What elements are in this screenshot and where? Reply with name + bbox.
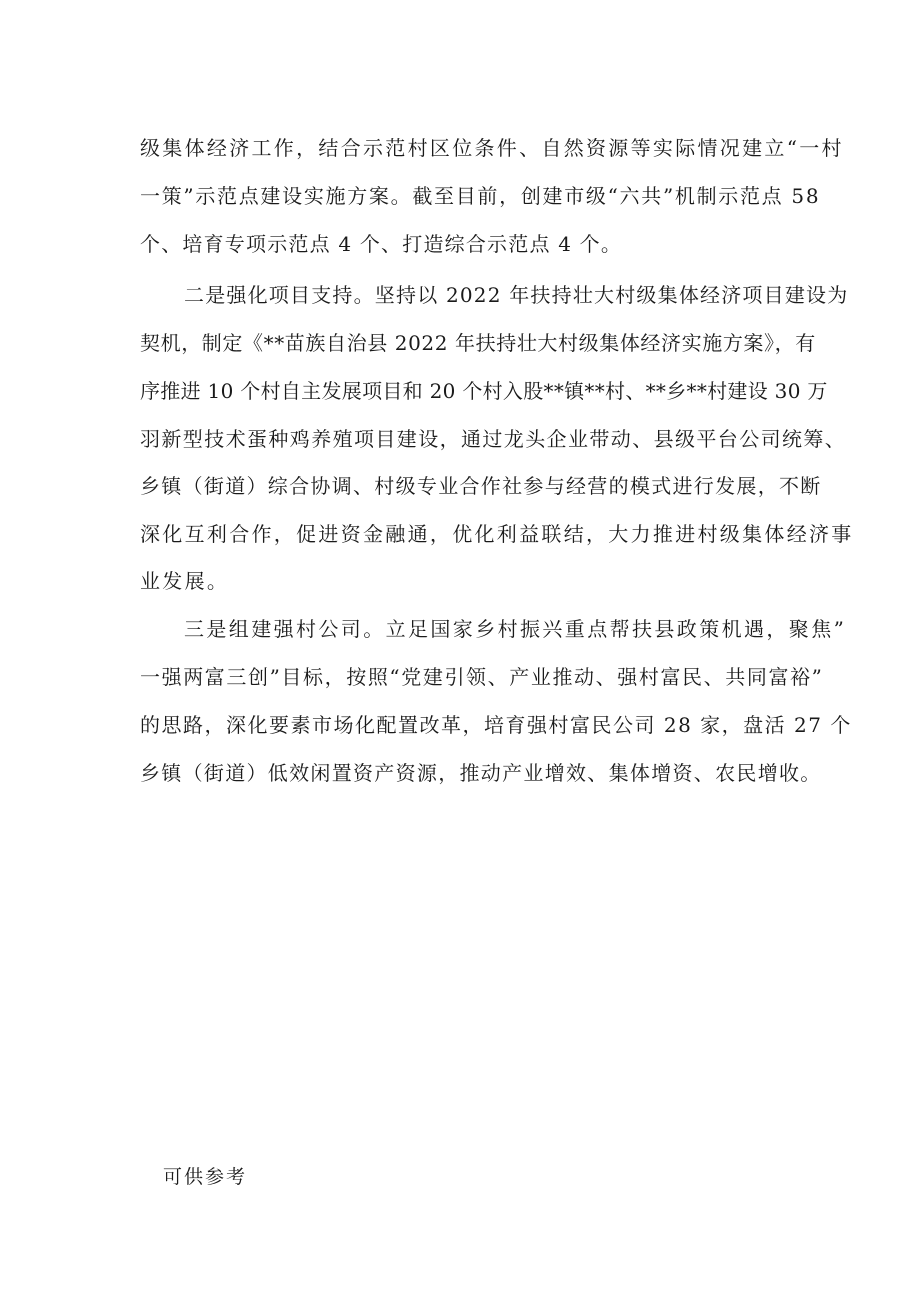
paragraph-2-line-6: 深化互利合作，促进资金融通，优化利益联结，大力推进村级集体经济事 bbox=[140, 522, 854, 546]
paragraph-2-line-1: 二是强化项目支持。坚持以 2022 年扶持壮大村级集体经济项目建设为 bbox=[184, 283, 849, 307]
paragraph-2-line-5: 乡镇（街道）综合协调、村级专业合作社参与经营的模式进行发展，不断 bbox=[140, 474, 822, 498]
paragraph-3-line-1: 三是组建强村公司。立足国家乡村振兴重点帮扶县政策机遇，聚焦” bbox=[184, 617, 847, 641]
paragraph-1-line-1: 级集体经济工作，结合示范村区位条件、自然资源等实际情况建立“一村 bbox=[140, 136, 844, 160]
paragraph-3-line-3: 的思路，深化要素市场化配置改革，培育强村富民公司 28 家，盘活 27 个 bbox=[140, 713, 852, 737]
paragraph-2-line-7: 业发展。 bbox=[140, 569, 230, 593]
paragraph-2-line-3: 序推进 10 个村自主发展项目和 20 个村入股**镇**村、**乡**村建设 30 万 bbox=[140, 379, 828, 403]
paragraph-1-line-3: 个、培育专项示范点 4 个、打造综合示范点 4 个。 bbox=[140, 232, 623, 256]
paragraph-2-line-2: 契机，制定《**苗族自治县 2022 年扶持壮大村级集体经济实施方案》，有 bbox=[140, 331, 816, 355]
paragraph-1-line-2: 一策”示范点建设实施方案。截至目前，创建市级“六共”机制示范点 58 bbox=[140, 184, 821, 208]
reference-note: 可供参考 bbox=[163, 1166, 248, 1188]
paragraph-2-line-4: 羽新型技术蛋种鸡养殖项目建设，通过龙头企业带动、县级平台公司统筹、 bbox=[140, 427, 847, 451]
paragraph-3-line-4: 乡镇（街道）低效闲置资产资源，推动产业增效、集体增资、农民增收。 bbox=[140, 761, 822, 785]
paragraph-3-line-2: 一强两富三创”目标，按照“党建引领、产业推动、强村富民、共同富裕” bbox=[140, 665, 824, 689]
